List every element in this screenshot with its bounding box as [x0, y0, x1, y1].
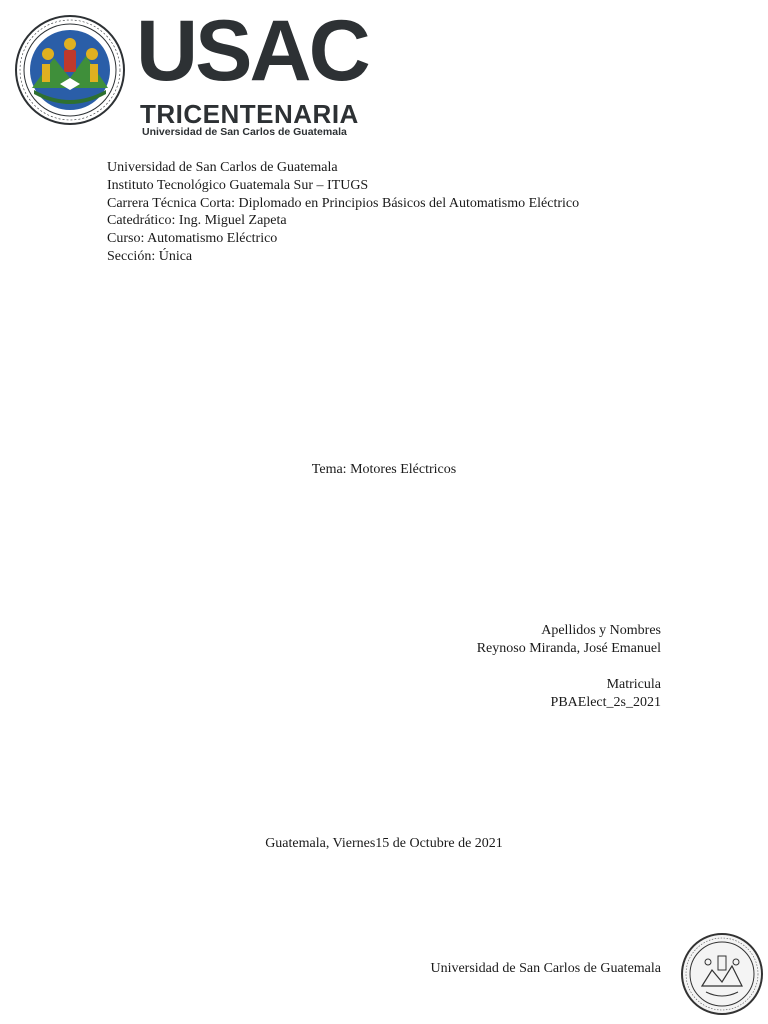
info-line: Catedrático: Ing. Miguel Zapeta [107, 213, 287, 229]
university-stamp-icon [680, 930, 764, 1018]
institution-info [107, 159, 579, 266]
student-label: Apellidos y Nombres [541, 623, 661, 638]
info-line: Curso: Automatismo Eléctrico [107, 231, 278, 247]
enrollment-value: PBAElect_2s_2021 [550, 694, 661, 710]
info-line: Sección: Única [107, 248, 193, 264]
university-seal-icon [14, 14, 126, 126]
date-line: Guatemala, Viernes15 de Octubre de 2021 [265, 836, 503, 851]
enrollment-block [551, 676, 661, 712]
student-block [477, 622, 661, 658]
info-line: Universidad de San Carlos de Guatemala [107, 160, 338, 175]
logo-subtitle: TRICENTENARIA [140, 99, 359, 129]
logo-caption: Universidad de San Carlos de Guatemala [142, 126, 347, 138]
info-line: Instituto Tecnológico Guatemala Sur – ITUGS [107, 177, 369, 193]
student-name: Reynoso Miranda, José Emanuel [476, 640, 661, 656]
topic-title: Tema: Motores Eléctricos [311, 462, 457, 477]
logo-wordmark: USAC [136, 3, 368, 99]
info-line: Carrera Técnica Corta: Diplomado en Principios Básicos del Automatismo Eléctrico [107, 195, 580, 211]
enrollment-label: Matricula [606, 677, 661, 692]
usac-logo [14, 3, 368, 138]
footer-university: Universidad de San Carlos de Guatemala [430, 961, 661, 976]
